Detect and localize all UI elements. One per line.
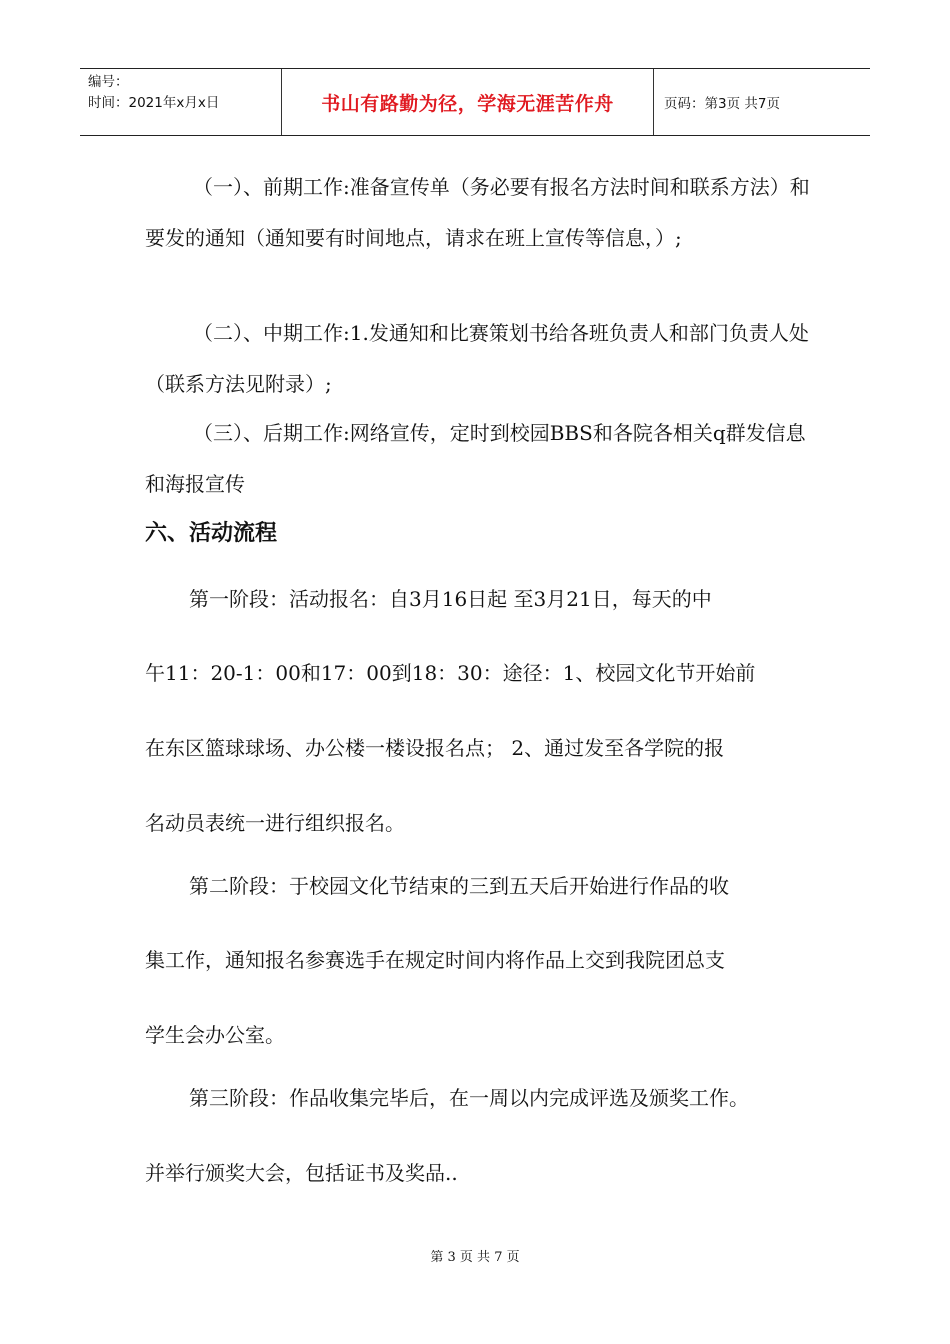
page-header xyxy=(80,68,870,136)
paragraph-text: （一）、前期工作:准备宣传单（务必要有报名方法时间和联系方法）和要发的通知（通知要有时间地点，请求在班上宣传等信息，）; xyxy=(145,175,810,250)
header-meta xyxy=(80,69,282,135)
flow-line: 学生会办公室。 xyxy=(145,1023,285,1047)
flow-line: 名动员表统一进行组织报名。 xyxy=(145,811,405,835)
paragraph-early-work xyxy=(145,162,815,264)
flow-line: 在东区篮球球场、办公楼一楼设报名点； 2、通过发至各学院的报 xyxy=(145,736,725,760)
date-line: 时间：2021年x月x日 xyxy=(88,95,220,111)
header-motto: 书山有路勤为径，学海无涯苦作舟 xyxy=(282,69,654,135)
paragraph-late-work xyxy=(145,408,815,510)
flow-line: 并举行颁奖大会，包括证书及奖品.. xyxy=(145,1161,458,1185)
section-heading: 六、活动流程 xyxy=(145,521,278,546)
paragraph-text: （二）、中期工作:1.发通知和比赛策划书给各班负责人和部门负责人处（联系方法见附录）; xyxy=(145,321,809,396)
paragraph-mid-work xyxy=(145,308,815,410)
flow-line: 第一阶段：活动报名：自3月16日起 至3月21日，每天的中 xyxy=(189,587,712,611)
paragraph-text: （三）、后期工作:网络宣传，定时到校园BBS和各院各相关q群发信息和海报宣传 xyxy=(145,421,806,496)
header-page-label: 页码：第3页 共7页 xyxy=(664,96,780,112)
page-footer: 第 3 页 共 7 页 xyxy=(430,1250,520,1265)
flow-line: 第二阶段：于校园文化节结束的三到五天后开始进行作品的收 xyxy=(189,874,729,898)
number-label: 编号： xyxy=(88,74,129,90)
flow-line: 第三阶段：作品收集完毕后，在一周以内完成评选及颁奖工作。 xyxy=(189,1086,749,1110)
flow-line: 集工作，通知报名参赛选手在规定时间内将作品上交到我院团总支 xyxy=(145,948,725,972)
flow-line: 午11：20-1：00和17：00到18：30：途径：1、校园文化节开始前 xyxy=(145,661,756,685)
